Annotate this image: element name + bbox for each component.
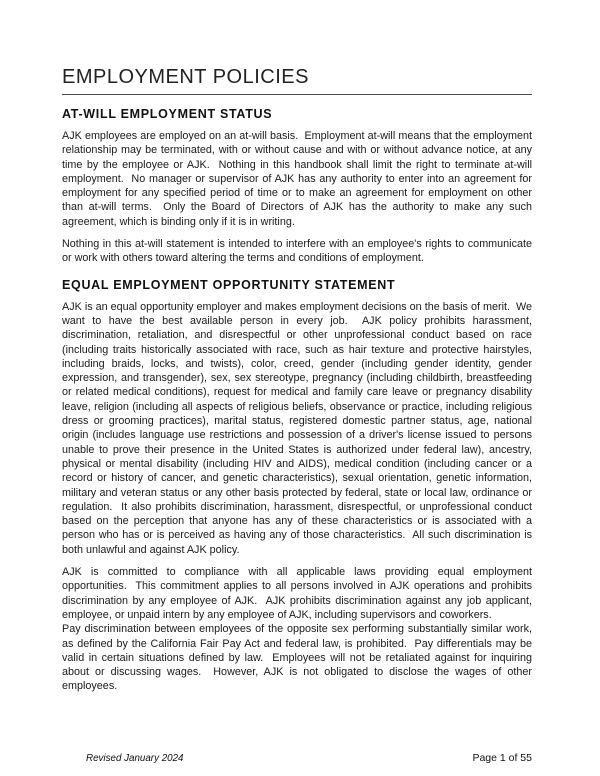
- paragraph-eeo-3-pay-discrimination: Pay discrimination between employees of the opposite sex performing substantially similar work, as defined by the California Fair Pay Act and federal law, is prohibited. Pay differentials may be valid in certain situations defined by law. Employees will not be retaliated against for inquiring about or discussing wages. However, AJK is not obligated to disclose the wages of other employees.: [62, 623, 535, 693]
- paragraph-eeo-1: AJK is an equal opportunity employer and makes employment decisions on the basis of merit. We want to have the best available person in every job. AJK policy prohibits harassment, discrimination, retaliation, and disrespectful or other unprofessional conduct based on race (including traits historically associated with race, such as hair texture and protective hairstyles, including braids, locks, and twists), color, creed, gender (including gender identity, gender expression, and transgender), sex, sex stereotype, pregnancy (including childbirth, breastfeeding or related medical conditions), request for medical and family care leave or pregnancy disability leave, religion (including all aspects of religious beliefs, observance or practice, including religious dress or grooming practices), marital status, registered domestic partner status, age, national origin (includes language use restrictions and possession of a driver's license issued to persons unable to prove their presence in the United States is authorized under federal law), ancestry, physical or mental disability (including HIV and AIDS), medical condition (including cancer or a record or history of cancer, and genetic characteristics), sexual orientation, genetic information, military and veteran status or any other basis protected by federal, state or local law, ordinance or regulation. It also prohibits discrimination, harassment, disrespectful, or unprofessional conduct based on the perception that anyone has any of these characteristics or is associated with a person who has or is perceived as having any of those characteristics. All such discrimination is both unlawful and against AJK policy.: [62, 300, 535, 556]
- footer-revision-date: Revised January 2024: [86, 753, 184, 764]
- section-heading-at-will: AT-WILL EMPLOYMENT STATUS: [62, 107, 273, 121]
- paragraph-at-will-2: Nothing in this at-will statement is intended to interfere with an employee's rights to communicate or work with others toward altering the terms and conditions of employment.: [62, 238, 535, 265]
- footer-page-number: Page 1 of 55: [472, 752, 532, 764]
- section-equal-employment-opportunity: [62, 277, 535, 694]
- section-heading-eeo: EQUAL EMPLOYMENT OPPORTUNITY STATEMENT: [62, 277, 396, 292]
- paragraph-eeo-2: AJK is committed to compliance with all applicable laws providing equal employment opportunities. This commitment applies to all persons involved in AJK operations and prohibits discrimination by any employee of AJK. AJK prohibits discrimination against any job applicant, employee, or unpaid intern by any employee of AJK, including supervisors and coworkers.: [62, 566, 535, 621]
- section-at-will-employment-status: [62, 107, 535, 266]
- paragraph-at-will-1: AJK employees are employed on an at-will basis. Employment at-will means that the employment relationship may be terminated, with or without cause and with or without advance notice, at any time by the employee or AJK. Nothing in this handbook shall limit the right to terminate at-will employment. No manager or supervisor of AJK has any authority to enter into an agreement for employment for any specified period of time or to make an agreement for employment on other than at-will terms. Only the Board of Directors of AJK has the authority to make any such agreement, which is binding only if it is in writing.: [62, 130, 535, 228]
- page-footer: [62, 752, 532, 764]
- page-title: EMPLOYMENT POLICIES: [62, 66, 532, 95]
